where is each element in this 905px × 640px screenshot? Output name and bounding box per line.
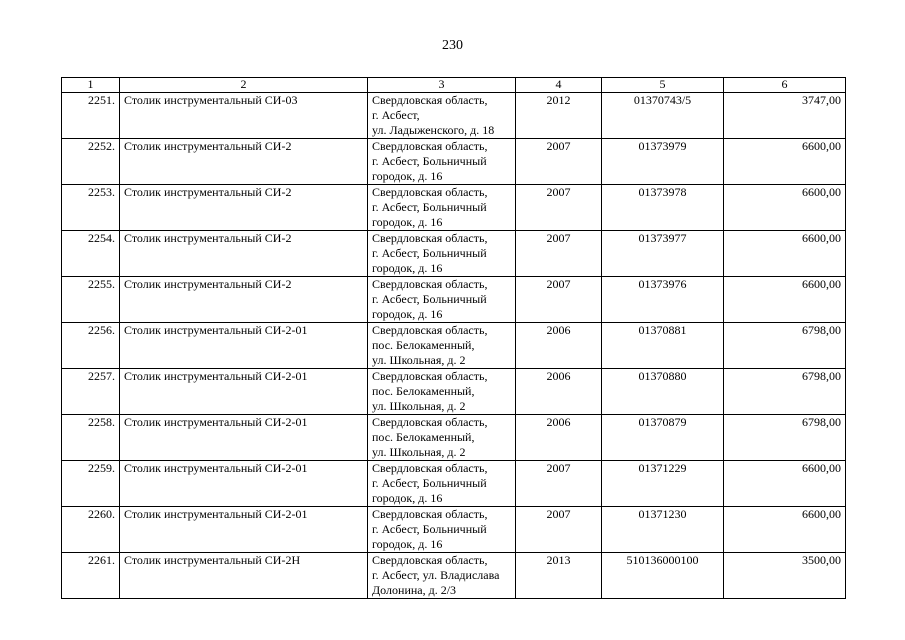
item-year: 2013	[516, 553, 602, 599]
address-line: Свердловская область,	[372, 185, 488, 199]
address-line: Свердловская область,	[372, 93, 488, 107]
address-line: г. Асбест, Больничный	[372, 292, 487, 306]
item-cost: 6600,00	[724, 507, 846, 553]
item-name: Столик инструментальный СИ-2-01	[120, 507, 368, 553]
item-year: 2007	[516, 461, 602, 507]
inventory-number: 01370879	[602, 415, 724, 461]
table-row	[62, 461, 846, 507]
inventory-number: 01373977	[602, 231, 724, 277]
inventory-number: 01370881	[602, 323, 724, 369]
address-line: городок, д. 16	[372, 261, 443, 275]
item-address	[368, 323, 516, 369]
inventory-number: 01373978	[602, 185, 724, 231]
table-row	[62, 553, 846, 599]
address-line: г. Асбест, Больничный	[372, 246, 487, 260]
address-line: городок, д. 16	[372, 169, 443, 183]
row-number: 2261.	[62, 553, 120, 599]
table-row	[62, 93, 846, 139]
address-line: Свердловская область,	[372, 461, 488, 475]
table-row	[62, 231, 846, 277]
item-year: 2007	[516, 185, 602, 231]
row-number: 2258.	[62, 415, 120, 461]
column-header: 4	[516, 78, 602, 93]
item-year: 2007	[516, 507, 602, 553]
column-header: 2	[120, 78, 368, 93]
row-number: 2259.	[62, 461, 120, 507]
item-year: 2006	[516, 415, 602, 461]
item-cost: 6798,00	[724, 369, 846, 415]
item-name: Столик инструментальный СИ-2	[120, 139, 368, 185]
address-line: ул. Ладыженского, д. 18	[372, 123, 495, 137]
item-year: 2007	[516, 231, 602, 277]
inventory-number: 01370743/5	[602, 93, 724, 139]
table-row	[62, 139, 846, 185]
item-name: Столик инструментальный СИ-2-01	[120, 369, 368, 415]
item-name: Столик инструментальный СИ-2-01	[120, 461, 368, 507]
item-year: 2006	[516, 323, 602, 369]
page-number: 230	[442, 38, 463, 53]
address-line: ул. Школьная, д. 2	[372, 399, 466, 413]
row-number: 2252.	[62, 139, 120, 185]
inventory-number: 01371230	[602, 507, 724, 553]
item-cost: 3500,00	[724, 553, 846, 599]
address-line: Свердловская область,	[372, 369, 488, 383]
item-year: 2006	[516, 369, 602, 415]
address-line: г. Асбест, Больничный	[372, 154, 487, 168]
item-address	[368, 231, 516, 277]
item-name: Столик инструментальный СИ-2-01	[120, 415, 368, 461]
address-line: г. Асбест, Больничный	[372, 476, 487, 490]
address-line: пос. Белокаменный,	[372, 430, 475, 444]
address-line: городок, д. 16	[372, 215, 443, 229]
item-year: 2012	[516, 93, 602, 139]
item-cost: 6600,00	[724, 277, 846, 323]
item-cost: 6600,00	[724, 461, 846, 507]
address-line: городок, д. 16	[372, 307, 443, 321]
address-line: пос. Белокаменный,	[372, 338, 475, 352]
address-line: ул. Школьная, д. 2	[372, 353, 466, 367]
item-year: 2007	[516, 277, 602, 323]
inventory-number: 01373979	[602, 139, 724, 185]
address-line: ул. Школьная, д. 2	[372, 445, 466, 459]
item-address	[368, 507, 516, 553]
item-name: Столик инструментальный СИ-2-01	[120, 323, 368, 369]
item-cost: 6600,00	[724, 185, 846, 231]
item-address	[368, 139, 516, 185]
item-name: Столик инструментальный СИ-2	[120, 277, 368, 323]
row-number: 2260.	[62, 507, 120, 553]
item-address	[368, 93, 516, 139]
item-address	[368, 277, 516, 323]
item-cost: 6600,00	[724, 231, 846, 277]
table-body	[62, 93, 846, 599]
item-cost: 3747,00	[724, 93, 846, 139]
item-name: Столик инструментальный СИ-03	[120, 93, 368, 139]
address-line: г. Асбест,	[372, 108, 420, 122]
address-line: Свердловская область,	[372, 415, 488, 429]
column-number-header-row	[62, 78, 846, 93]
item-address	[368, 369, 516, 415]
item-name: Столик инструментальный СИ-2	[120, 231, 368, 277]
column-header: 6	[724, 78, 846, 93]
address-line: пос. Белокаменный,	[372, 384, 475, 398]
address-line: Свердловская область,	[372, 231, 488, 245]
row-number: 2253.	[62, 185, 120, 231]
table-row	[62, 415, 846, 461]
address-line: Свердловская область,	[372, 139, 488, 153]
property-table	[61, 77, 846, 599]
inventory-number: 510136000100	[602, 553, 724, 599]
row-number: 2256.	[62, 323, 120, 369]
address-line: г. Асбест, ул. Владислава	[372, 568, 500, 582]
address-line: Свердловская область,	[372, 507, 488, 521]
inventory-number: 01371229	[602, 461, 724, 507]
row-number: 2255.	[62, 277, 120, 323]
address-line: г. Асбест, Больничный	[372, 522, 487, 536]
column-header: 5	[602, 78, 724, 93]
table-row	[62, 323, 846, 369]
address-line: Долонина, д. 2/3	[372, 583, 457, 597]
column-header: 3	[368, 78, 516, 93]
row-number: 2257.	[62, 369, 120, 415]
address-line: городок, д. 16	[372, 491, 443, 505]
item-address	[368, 185, 516, 231]
item-year: 2007	[516, 139, 602, 185]
item-address	[368, 461, 516, 507]
row-number: 2254.	[62, 231, 120, 277]
column-header: 1	[62, 78, 120, 93]
item-address	[368, 415, 516, 461]
item-name: Столик инструментальный СИ-2	[120, 185, 368, 231]
inventory-number: 01370880	[602, 369, 724, 415]
table-row	[62, 277, 846, 323]
address-line: Свердловская область,	[372, 323, 488, 337]
address-line: Свердловская область,	[372, 553, 488, 567]
address-line: г. Асбест, Больничный	[372, 200, 487, 214]
table-row	[62, 369, 846, 415]
address-line: Свердловская область,	[372, 277, 488, 291]
item-name: Столик инструментальный СИ-2Н	[120, 553, 368, 599]
table-row	[62, 185, 846, 231]
row-number: 2251.	[62, 93, 120, 139]
item-cost: 6798,00	[724, 415, 846, 461]
table-row	[62, 507, 846, 553]
item-cost: 6600,00	[724, 139, 846, 185]
inventory-number: 01373976	[602, 277, 724, 323]
item-address	[368, 553, 516, 599]
item-cost: 6798,00	[724, 323, 846, 369]
address-line: городок, д. 16	[372, 537, 443, 551]
